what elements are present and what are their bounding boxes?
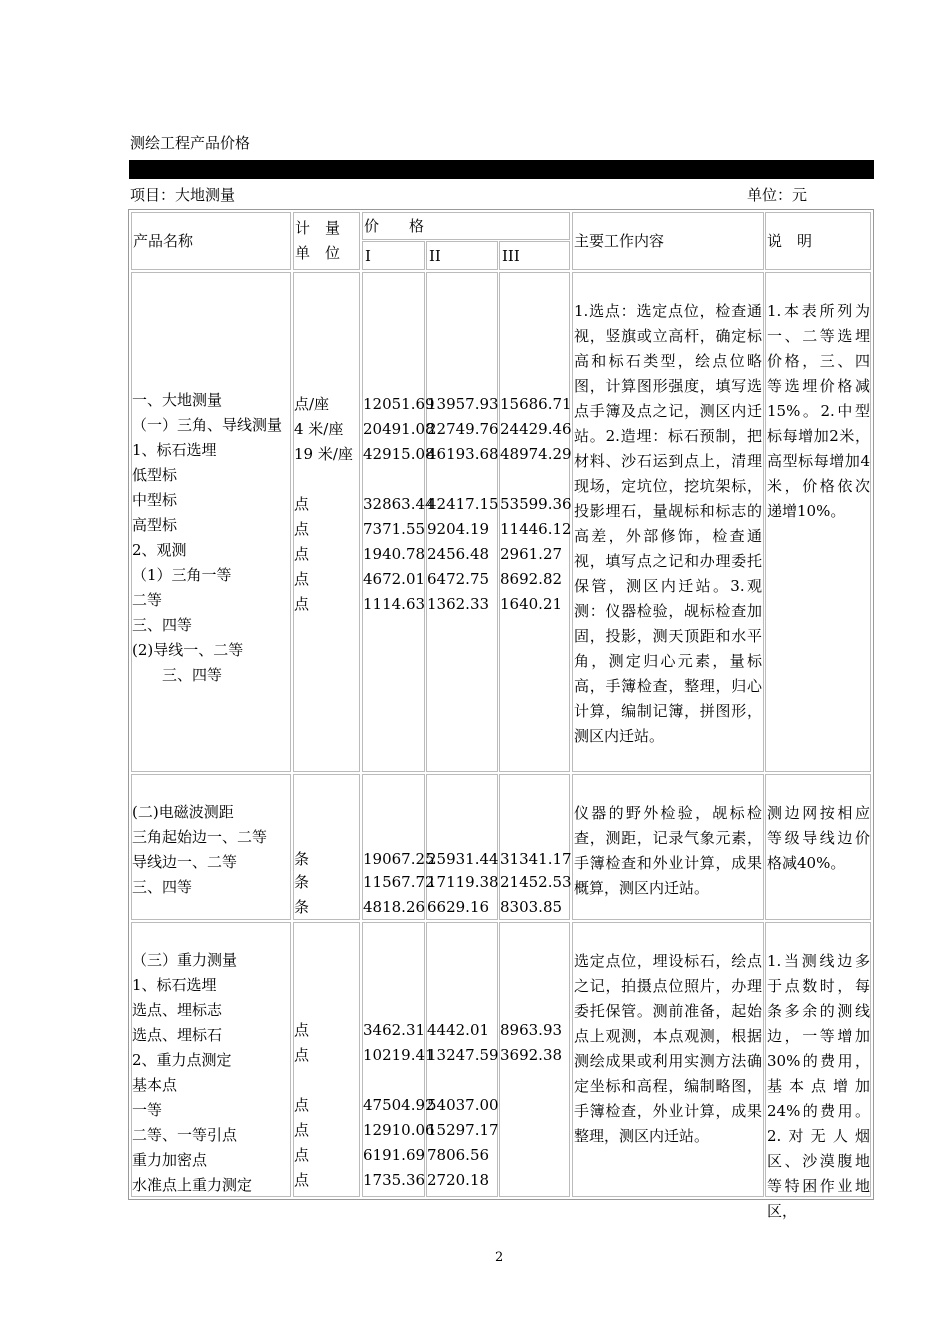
s1-p1: 20491.08 [363,420,435,438]
header-grade-2: II [429,247,441,265]
s3-p2: 54037.00 [427,1096,499,1114]
header-note: 说 明 [767,232,813,250]
header-name: 产品名称 [133,232,194,250]
s3-unit: 点 [294,1121,310,1139]
s1-name: 一、大地测量 [132,391,223,409]
s3-p1: 12910.06 [363,1121,435,1139]
header-grade-2-cell [426,241,498,270]
s1-unit: 点 [294,545,310,563]
s1-p3: 11446.12 [500,520,572,538]
s1-unit: 4 米/座 [294,420,344,438]
s1-unit: 19 米/座 [294,445,353,463]
s1-unit: 点 [294,595,310,613]
s3-name: 重力加密点 [132,1151,208,1169]
s2-name: 三、四等 [132,878,193,896]
s2-unit: 条 [294,850,310,868]
header-unit-line2: 单 位 [295,244,341,262]
s1-p3: 24429.46 [500,420,572,438]
s3-note: 1.当测线边多于点数时，每条多余的测线边，一等增加30%的费用，基本点增加24%的费用。2.对无人烟区、沙漠腹地等特困作业地区， [767,952,870,1220]
s1-name: 中型标 [132,491,178,509]
s1-work-cell [572,272,764,772]
header-grade-3: III [502,247,520,265]
s1-p2: 46193.68 [427,445,499,463]
s1-name: 1、标石选埋 [132,441,217,459]
s2-name: 导线边一、二等 [132,853,238,871]
header-bar [129,160,874,179]
s1-p2: 2456.48 [427,545,490,563]
s1-unit: 点/座 [294,395,330,413]
project-label: 项目：大地测量 [130,186,236,204]
document-title: 测绘工程产品价格 [130,134,251,152]
s1-work: 1.选点：选定点位，检查通视，竖旗或立高杆，确定标高和标石类型，绘点位略图，计算图形强度，填写选点手簿及点之记，测区内迁站。2.造埋：标石预制，把材料、沙石运到点上，清理现场，定坑位，挖坑架标，投影埋石，量觇标和标志的高差，外部修饰，检查通视，填写点之记和办理委托保管，测区内迁站。3.观测：仪器检验，觇标检查加固，投影，测天顶距和水平角，测定归心元素，量标高，手簿检查，整理，归心计算，编制记簿，拼图形，测区内迁站。 [574,302,762,745]
s1-unit: 点 [294,520,310,538]
s3-p2: 4442.01 [427,1021,490,1039]
unit-label: 单位：元 [747,186,808,204]
s2-p2: 6629.16 [427,898,490,916]
s3-unit: 点 [294,1096,310,1114]
s1-p1: 12051.69 [363,395,435,413]
s2-note: 测边网按相应等级导线边价格减40%。 [767,804,870,872]
header-unit-cell [293,212,360,270]
header-grade-1-cell [362,241,425,270]
s2-unit: 条 [294,898,310,916]
s1-p3: 15686.71 [500,395,572,413]
s3-p2: 7806.56 [427,1146,490,1164]
s1-name: 二等 [132,591,163,609]
s1-name: 2、观测 [132,541,187,559]
s2-p3: 31341.17 [500,850,572,868]
s2-p2: 25931.44 [427,850,499,868]
s1-p2: 13957.93 [427,395,499,413]
s2-name: (二)电磁波测距 [132,803,234,821]
s1-p1: 42915.08 [363,445,435,463]
s1-p2: 9204.19 [427,520,490,538]
s2-note-cell [765,774,871,920]
header-work-cell [572,212,764,270]
s3-unit: 点 [294,1046,310,1064]
header-name-cell [131,212,291,270]
s3-name: 二等、一等引点 [132,1126,238,1144]
s3-name: 一等 [132,1101,163,1119]
s1-p3: 48974.29 [500,445,572,463]
s3-name: 基本点 [132,1076,178,1094]
s3-name: 水准点上重力测定 [132,1176,253,1194]
s1-p2: 6472.75 [427,570,490,588]
price-table [128,209,874,1220]
s3-p2: 15297.17 [427,1121,499,1139]
s3-work-cell [572,922,764,1197]
s1-name: 高型标 [132,516,178,534]
s2-work-cell [572,774,764,920]
s1-p1: 1114.63 [363,595,426,613]
s3-name: 选点、埋标石 [132,1026,223,1044]
header-unit-line1: 计 量 [295,219,341,237]
s1-p1: 7371.55 [363,520,426,538]
s3-unit: 点 [294,1171,310,1189]
s2-p1: 11567.72 [363,873,435,891]
s1-p3: 53599.36 [500,495,572,513]
s3-work: 选定点位，埋设标石，绘点之记，拍摄点位照片，办理委托保管。测前准备，起始点上观测，本点观测，根据测绘成果或利用实测方法确定坐标和高程，编制略图，手簿检查，外业计算，成果整理，测区内迁站。 [574,952,762,1145]
s3-p1: 6191.69 [363,1146,426,1164]
s2-p3: 8303.85 [500,898,563,916]
s3-name: （三）重力测量 [132,951,238,969]
header-note-cell [765,212,871,270]
s1-p3: 2961.27 [500,545,563,563]
header-price-cell [362,212,570,240]
s1-p1: 32863.44 [363,495,435,513]
s3-p3: 3692.38 [500,1046,563,1064]
s3-unit: 点 [294,1021,310,1039]
header-work: 主要工作内容 [574,232,665,250]
s1-name: (2)导线一、二等 [132,641,244,659]
s3-p1: 3462.31 [363,1021,426,1039]
s1-name: 三、四等 [132,666,223,684]
s3-name: 2、重力点测定 [132,1051,232,1069]
s1-p2: 22749.76 [427,420,499,438]
s1-name: （1）三角一等 [132,566,232,584]
s1-p3: 8692.82 [500,570,563,588]
s1-p1: 4672.01 [363,570,426,588]
s1-name: 三、四等 [132,616,193,634]
s3-p1: 10219.41 [363,1046,435,1064]
s3-note-cell [765,922,871,1220]
s1-unit: 点 [294,570,310,588]
header-grade-3-cell [499,241,570,270]
s3-p2: 13247.59 [427,1046,499,1064]
s2-p1: 4818.26 [363,898,426,916]
s3-p1: 1735.36 [363,1171,426,1189]
s1-name: （一）三角、导线测量 [132,416,283,434]
s3-unit: 点 [294,1146,310,1164]
s1-p3: 1640.21 [500,595,563,613]
s3-name: 1、标石选埋 [132,976,217,994]
s3-p3: 8963.93 [500,1021,563,1039]
s1-name: 低型标 [132,466,178,484]
s3-p2: 2720.18 [427,1171,490,1189]
s1-p2: 1362.33 [427,595,490,613]
s1-p1: 1940.78 [363,545,426,563]
header-price: 价 格 [364,217,425,235]
s2-p3: 21452.53 [500,873,572,891]
s3-p1: 47504.92 [363,1096,435,1114]
s1-unit: 点 [294,495,310,513]
s2-p1: 19067.25 [363,850,435,868]
s2-p2: 17119.38 [427,873,499,891]
s3-name: 选点、埋标志 [132,1001,223,1019]
s1-p2: 42417.15 [427,495,499,513]
page-number: 2 [495,1250,504,1265]
s1-note: 1.本表所列为一、二等选埋价格，三、四等选埋价格减15%。2.中型标每增加2米，高型标每增加4米，价格依次递增10%。 [767,302,870,520]
header-grade-1: I [365,247,371,265]
s2-unit: 条 [294,873,310,891]
s2-work: 仪器的野外检验，觇标检查，测距，记录气象元素，手簿检查和外业计算，成果概算，测区内迁站。 [574,804,762,897]
s1-note-cell [765,272,871,772]
s2-name: 三角起始边一、二等 [132,828,268,846]
